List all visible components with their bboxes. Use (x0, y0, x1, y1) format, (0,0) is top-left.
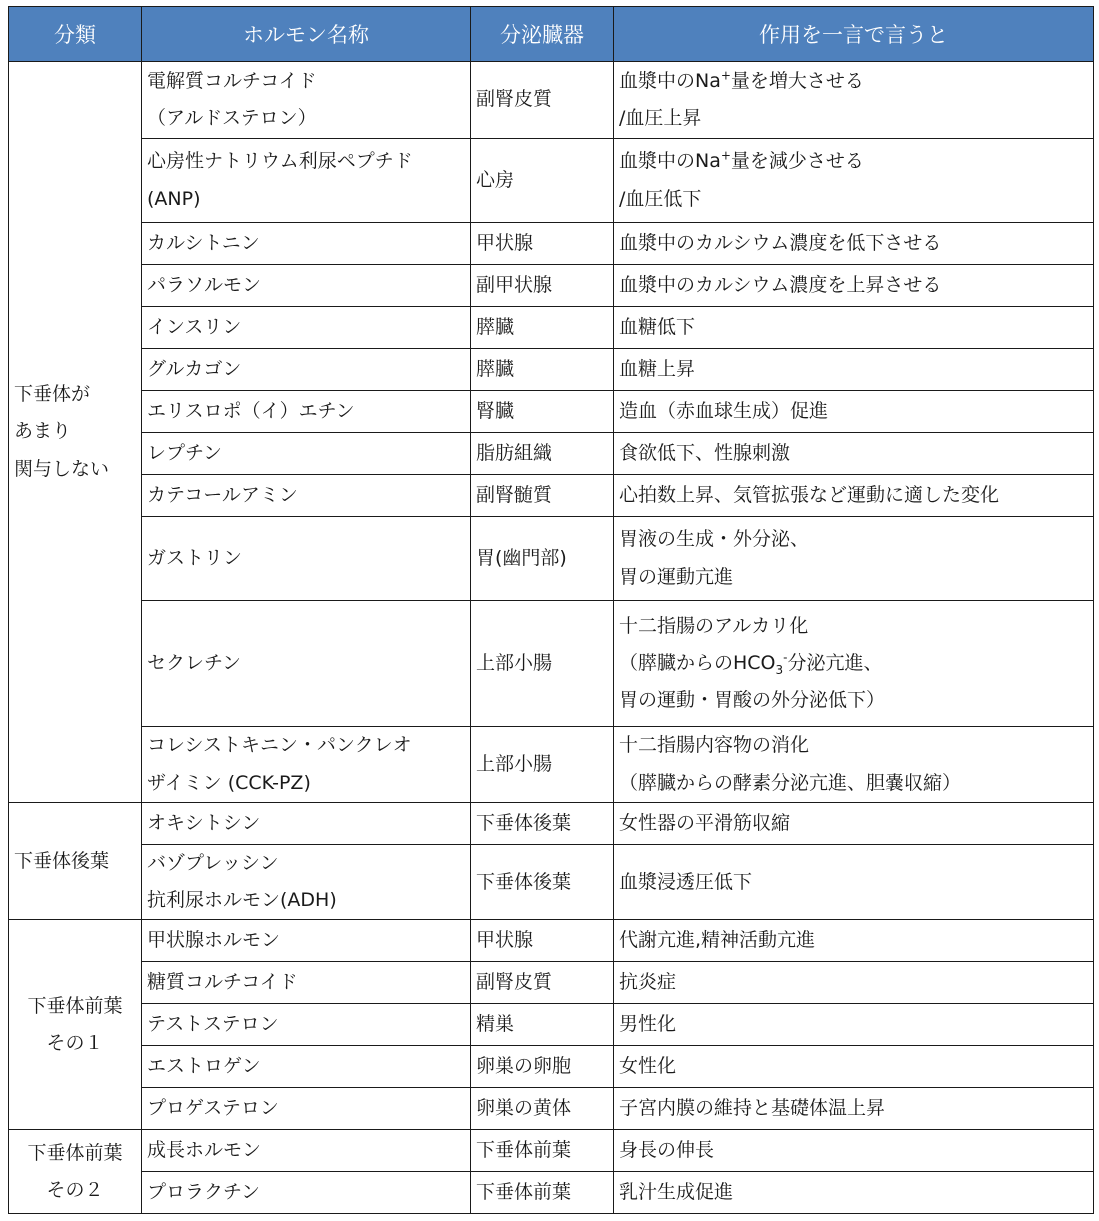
action-cell (614, 727, 1094, 803)
action-text: /血圧低下 (619, 187, 702, 210)
hormone-name-line: ザイミン (CCK-PZ) (147, 771, 311, 794)
superscript-charge: - (783, 650, 788, 665)
organ-cell: 副腎皮質 (471, 962, 614, 1004)
organ-cell: 卵巣の卵胞 (471, 1046, 614, 1088)
hormone-name-line: オキシトシン (147, 811, 261, 834)
hormone-name-line: プロラクチン (147, 1181, 261, 1204)
action-cell (614, 475, 1094, 517)
action-text: 血糖低下 (619, 315, 696, 338)
category-line: 下垂体前葉 (27, 1141, 123, 1164)
action-line (619, 63, 1088, 100)
action-cell (614, 845, 1094, 920)
action-text: 身長の伸長 (619, 1139, 715, 1162)
action-text: 十二指腸内容物の消化 (619, 734, 810, 757)
hormone-name-line: エストロゲン (147, 1055, 261, 1078)
action-cell (614, 1004, 1094, 1046)
organ-cell: 膵臓 (471, 307, 614, 349)
action-line (619, 1048, 1088, 1085)
action-line (619, 608, 1088, 645)
hormone-name-line: プロゲステロン (147, 1097, 279, 1120)
hormone-name-cell (142, 139, 471, 223)
hormone-name-cell (142, 475, 471, 517)
organ-cell: 甲状腺 (471, 223, 614, 265)
action-cell (614, 1172, 1094, 1214)
table-body (9, 62, 1094, 1214)
category-line: 下垂体が (14, 383, 91, 406)
action-cell (614, 962, 1094, 1004)
hormone-name-cell (142, 1004, 471, 1046)
header-action: 作用を一言で言うと (614, 7, 1094, 62)
action-text: 胃液の生成・外分泌、 (619, 528, 810, 551)
hormone-name-line: セクレチン (147, 651, 242, 674)
hormone-name-line: テストステロン (147, 1013, 279, 1036)
category-line: その１ (46, 1031, 104, 1054)
hormone-name-cell (142, 727, 471, 803)
action-text: /血圧上昇 (619, 107, 702, 129)
action-text: 十二指腸のアルカリ化 (619, 614, 809, 637)
action-cell (614, 307, 1094, 349)
action-cell (614, 1130, 1094, 1172)
table-row (9, 1130, 1094, 1172)
superscript-charge: + (720, 68, 731, 83)
hormone-name-cell (142, 62, 471, 139)
organ-cell: 甲状腺 (471, 920, 614, 962)
action-line (619, 100, 1088, 137)
action-line (619, 559, 1088, 596)
action-text: 胃の運動・胃酸の外分泌低下） (619, 689, 886, 712)
table-row (9, 307, 1094, 349)
organ-cell: 下垂体前葉 (471, 1130, 614, 1172)
hormone-name-cell (142, 1130, 471, 1172)
action-cell (614, 601, 1094, 727)
action-text: （膵臓からの酵素分泌亢進、胆嚢収縮） (619, 771, 962, 794)
hormone-name-line: 電解質コルチコイド (147, 69, 317, 92)
table-row (9, 265, 1094, 307)
action-line (619, 309, 1088, 346)
action-cell (614, 803, 1094, 845)
table-row (9, 1172, 1094, 1214)
hormone-name-line: エリスロポ（イ）エチン (147, 399, 355, 422)
table-row (9, 1046, 1094, 1088)
table-row (9, 727, 1094, 803)
organ-cell: 上部小腸 (471, 727, 614, 803)
hormone-name-cell (142, 223, 471, 265)
table-row (9, 803, 1094, 845)
action-line (619, 1006, 1088, 1043)
hormone-name-cell (142, 349, 471, 391)
action-line (619, 181, 1088, 218)
table-row (9, 1088, 1094, 1130)
action-text: 乳汁生成促進 (619, 1181, 734, 1204)
table-row (9, 962, 1094, 1004)
action-text: 血漿中のNa (619, 69, 721, 92)
organ-cell: 卵巣の黄体 (471, 1088, 614, 1130)
category-line: 下垂体後葉 (14, 849, 110, 872)
action-line (619, 351, 1088, 388)
hormone-name-cell (142, 601, 471, 727)
action-text: 血漿中のNa (619, 150, 721, 173)
action-line (619, 1132, 1088, 1169)
action-text: 胃の運動亢進 (619, 565, 734, 588)
action-line (619, 922, 1088, 959)
table-row (9, 139, 1094, 223)
organ-cell: 腎臓 (471, 391, 614, 433)
hormone-name-line: インスリン (147, 315, 242, 338)
action-cell (614, 1046, 1094, 1088)
action-line (619, 393, 1088, 430)
action-cell (614, 391, 1094, 433)
action-line (619, 143, 1088, 180)
hormone-name-cell (142, 391, 471, 433)
hormone-name-cell (142, 307, 471, 349)
header-hormone-name: ホルモン名称 (142, 7, 471, 62)
action-line (619, 1174, 1088, 1211)
organ-cell: 副腎皮質 (471, 62, 614, 139)
table-header (9, 7, 1094, 62)
category-cell (9, 1130, 142, 1214)
action-line (619, 521, 1088, 558)
category-line: 下垂体前葉 (27, 994, 123, 1017)
hormone-name-line: カルシトニン (147, 231, 260, 254)
action-text: 血糖上昇 (619, 357, 696, 380)
action-text: 女性器の平滑筋収縮 (619, 811, 791, 834)
hormone-name-cell (142, 803, 471, 845)
action-line (619, 267, 1088, 304)
action-cell (614, 62, 1094, 139)
action-text: 抗炎症 (619, 971, 677, 994)
hormone-name-cell (142, 265, 471, 307)
action-text: 代謝亢進,精神活動亢進 (619, 929, 816, 952)
category-line: あまり (14, 420, 72, 443)
action-text: 血漿中のカルシウム濃度を低下させる (619, 231, 942, 254)
organ-cell: 下垂体前葉 (471, 1172, 614, 1214)
hormone-name-cell (142, 962, 471, 1004)
table-row (9, 517, 1094, 601)
action-text: 量を増大させる (730, 69, 864, 92)
hormone-name-line: グルカゴン (147, 357, 242, 380)
action-text: 心拍数上昇、気管拡張など運動に適した変化 (619, 483, 1000, 506)
action-text: 分泌亢進、 (787, 651, 883, 674)
subscript-number: 3 (775, 662, 784, 677)
action-text: 血漿中のカルシウム濃度を上昇させる (619, 273, 942, 296)
category-cell (9, 62, 142, 803)
table-row (9, 391, 1094, 433)
hormone-name-line: 抗利尿ホルモン(ADH) (147, 889, 337, 912)
organ-cell: 膵臓 (471, 349, 614, 391)
table-row (9, 601, 1094, 727)
hormone-name-cell (142, 845, 471, 920)
table-row (9, 1004, 1094, 1046)
table-row (9, 223, 1094, 265)
action-cell (614, 265, 1094, 307)
action-text: 造血（赤血球生成）促進 (619, 399, 829, 422)
action-cell (614, 139, 1094, 223)
action-text: 血漿浸透圧低下 (619, 870, 753, 893)
action-cell (614, 517, 1094, 601)
hormone-name-line: 心房性ナトリウム利尿ペプチド (147, 150, 413, 173)
hormone-name-line: コレシストキニン・パンクレオ (147, 734, 412, 757)
category-line: 関与しない (14, 457, 110, 480)
hormone-name-line: ガストリン (147, 546, 243, 569)
category-cell (9, 803, 142, 920)
action-cell (614, 920, 1094, 962)
action-text: 食欲低下、性腺刺激 (619, 441, 791, 464)
organ-cell: 胃(幽門部) (471, 517, 614, 601)
organ-cell: 下垂体後葉 (471, 845, 614, 920)
hormone-name-line: 糖質コルチコイド (147, 971, 298, 994)
table-row (9, 475, 1094, 517)
table-row (9, 433, 1094, 475)
hormone-name-line: パラソルモン (147, 273, 262, 296)
table-row (9, 62, 1094, 139)
table-row (9, 920, 1094, 962)
hormone-name-cell (142, 433, 471, 475)
hormone-table (8, 6, 1094, 1214)
category-cell (9, 920, 142, 1130)
action-line (619, 645, 1088, 682)
action-line (619, 805, 1088, 842)
hormone-name-cell (142, 1046, 471, 1088)
hormone-name-line: バゾプレッシン (147, 852, 279, 874)
hormone-name-cell (142, 1088, 471, 1130)
action-line (619, 477, 1088, 514)
hormone-name-line: 甲状腺ホルモン (147, 929, 281, 952)
action-text: 子宮内膜の維持と基礎体温上昇 (619, 1097, 886, 1120)
action-text: 男性化 (619, 1013, 677, 1036)
hormone-name-cell (142, 517, 471, 601)
action-text: （膵臓からのHCO (619, 651, 776, 674)
hormone-name-line: （アルドステロン） (147, 107, 317, 129)
action-text: 女性化 (619, 1055, 677, 1078)
action-line (619, 682, 1088, 719)
table-row (9, 349, 1094, 391)
action-line (619, 225, 1088, 262)
organ-cell: 副甲状腺 (471, 265, 614, 307)
organ-cell: 脂肪組織 (471, 433, 614, 475)
action-cell (614, 223, 1094, 265)
organ-cell: 上部小腸 (471, 601, 614, 727)
hormone-name-line: レプチン (147, 441, 223, 464)
hormone-table-container (8, 6, 1093, 1213)
action-cell (614, 433, 1094, 475)
organ-cell: 精巣 (471, 1004, 614, 1046)
action-line (619, 727, 1088, 764)
hormone-name-cell (142, 1172, 471, 1214)
action-line (619, 435, 1088, 472)
action-line (619, 765, 1088, 802)
category-line: その２ (46, 1178, 104, 1201)
action-text: 量を減少させる (730, 150, 864, 173)
action-cell (614, 349, 1094, 391)
hormone-name-line: カテコールアミン (147, 483, 298, 506)
organ-cell: 下垂体後葉 (471, 803, 614, 845)
header-category: 分類 (9, 7, 142, 62)
action-cell (614, 1088, 1094, 1130)
hormone-name-line: (ANP) (147, 187, 201, 210)
organ-cell: 心房 (471, 139, 614, 223)
hormone-name-line: 成長ホルモン (147, 1139, 262, 1162)
table-row (9, 845, 1094, 920)
header-secreting-organ: 分泌臓器 (471, 7, 614, 62)
action-line (619, 1090, 1088, 1127)
header-row (9, 7, 1094, 62)
superscript-charge: + (720, 149, 731, 164)
action-line (619, 864, 1088, 901)
action-line (619, 964, 1088, 1001)
hormone-name-cell (142, 920, 471, 962)
organ-cell: 副腎髄質 (471, 475, 614, 517)
